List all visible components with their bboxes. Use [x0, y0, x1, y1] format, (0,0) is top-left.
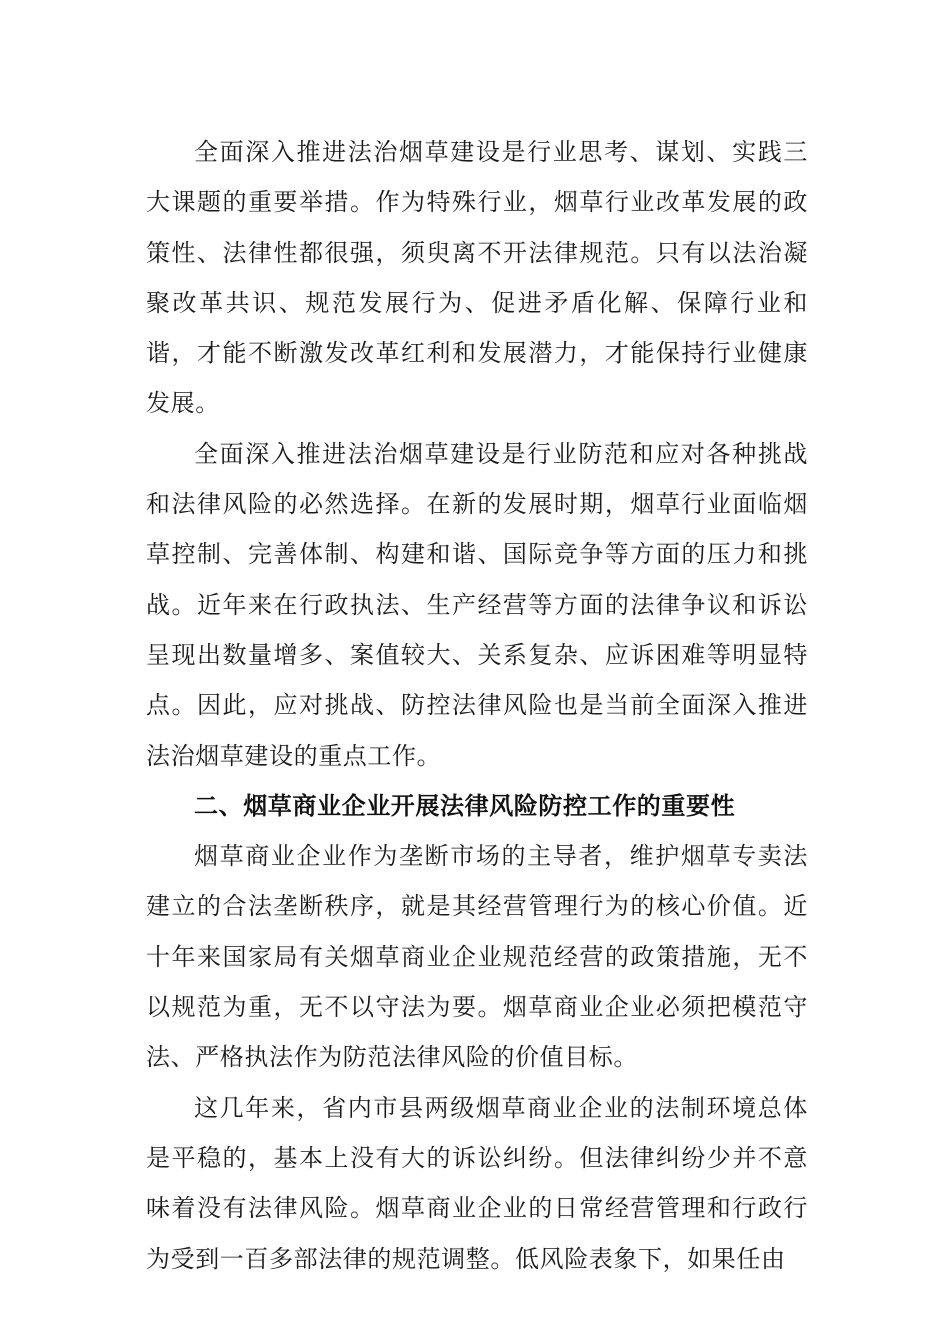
- document-body: [146, 127, 808, 1284]
- paragraph-1: 全面深入推进法治烟草建设是行业思考、谋划、实践三大课题的重要举措。作为特殊行业，烟草行业改革发展的政策性、法律性都很强，须臾离不开法律规范。只有以法治凝聚改革共识、规范发展行为、促进矛盾化解、保障行业和谐，才能不断激发改革红利和发展潜力，才能保持行业健康发展。: [146, 138, 808, 418]
- paragraph-3: 烟草商业企业作为垄断市场的主导者，维护烟草专卖法建立的合法垄断秩序，就是其经营管理行为的核心价值。近十年来国家局有关烟草商业企业规范经营的政策措施，无不以规范为重，无不以守法为要。烟草商业企业必须把模范守法、严格执法作为防范法律风险的价值目标。: [146, 842, 808, 1072]
- section-heading: 二、烟草商业企业开展法律风险防控工作的重要性: [194, 791, 736, 820]
- paragraph-4: 这几年来，省内市县两级烟草商业企业的法制环境总体是平稳的，基本上没有大的诉讼纠纷。但法律纠纷少并不意味着没有法律风险。烟草商业企业的日常经营管理和行政行为受到一百多部法律的规范调整。低风险表象下，如果任由: [146, 1093, 808, 1273]
- paragraph-2: 全面深入推进法治烟草建设是行业防范和应对各种挑战和法律风险的必然选择。在新的发展时期，烟草行业面临烟草控制、完善体制、构建和谐、国际竞争等方面的压力和挑战。近年来在行政执法、生产经营等方面的法律争议和诉讼呈现出数量增多、案值较大、关系复杂、应诉困难等明显特点。因此，应对挑战、防控法律风险也是当前全面深入推进法治烟草建设的重点工作。: [146, 439, 808, 770]
